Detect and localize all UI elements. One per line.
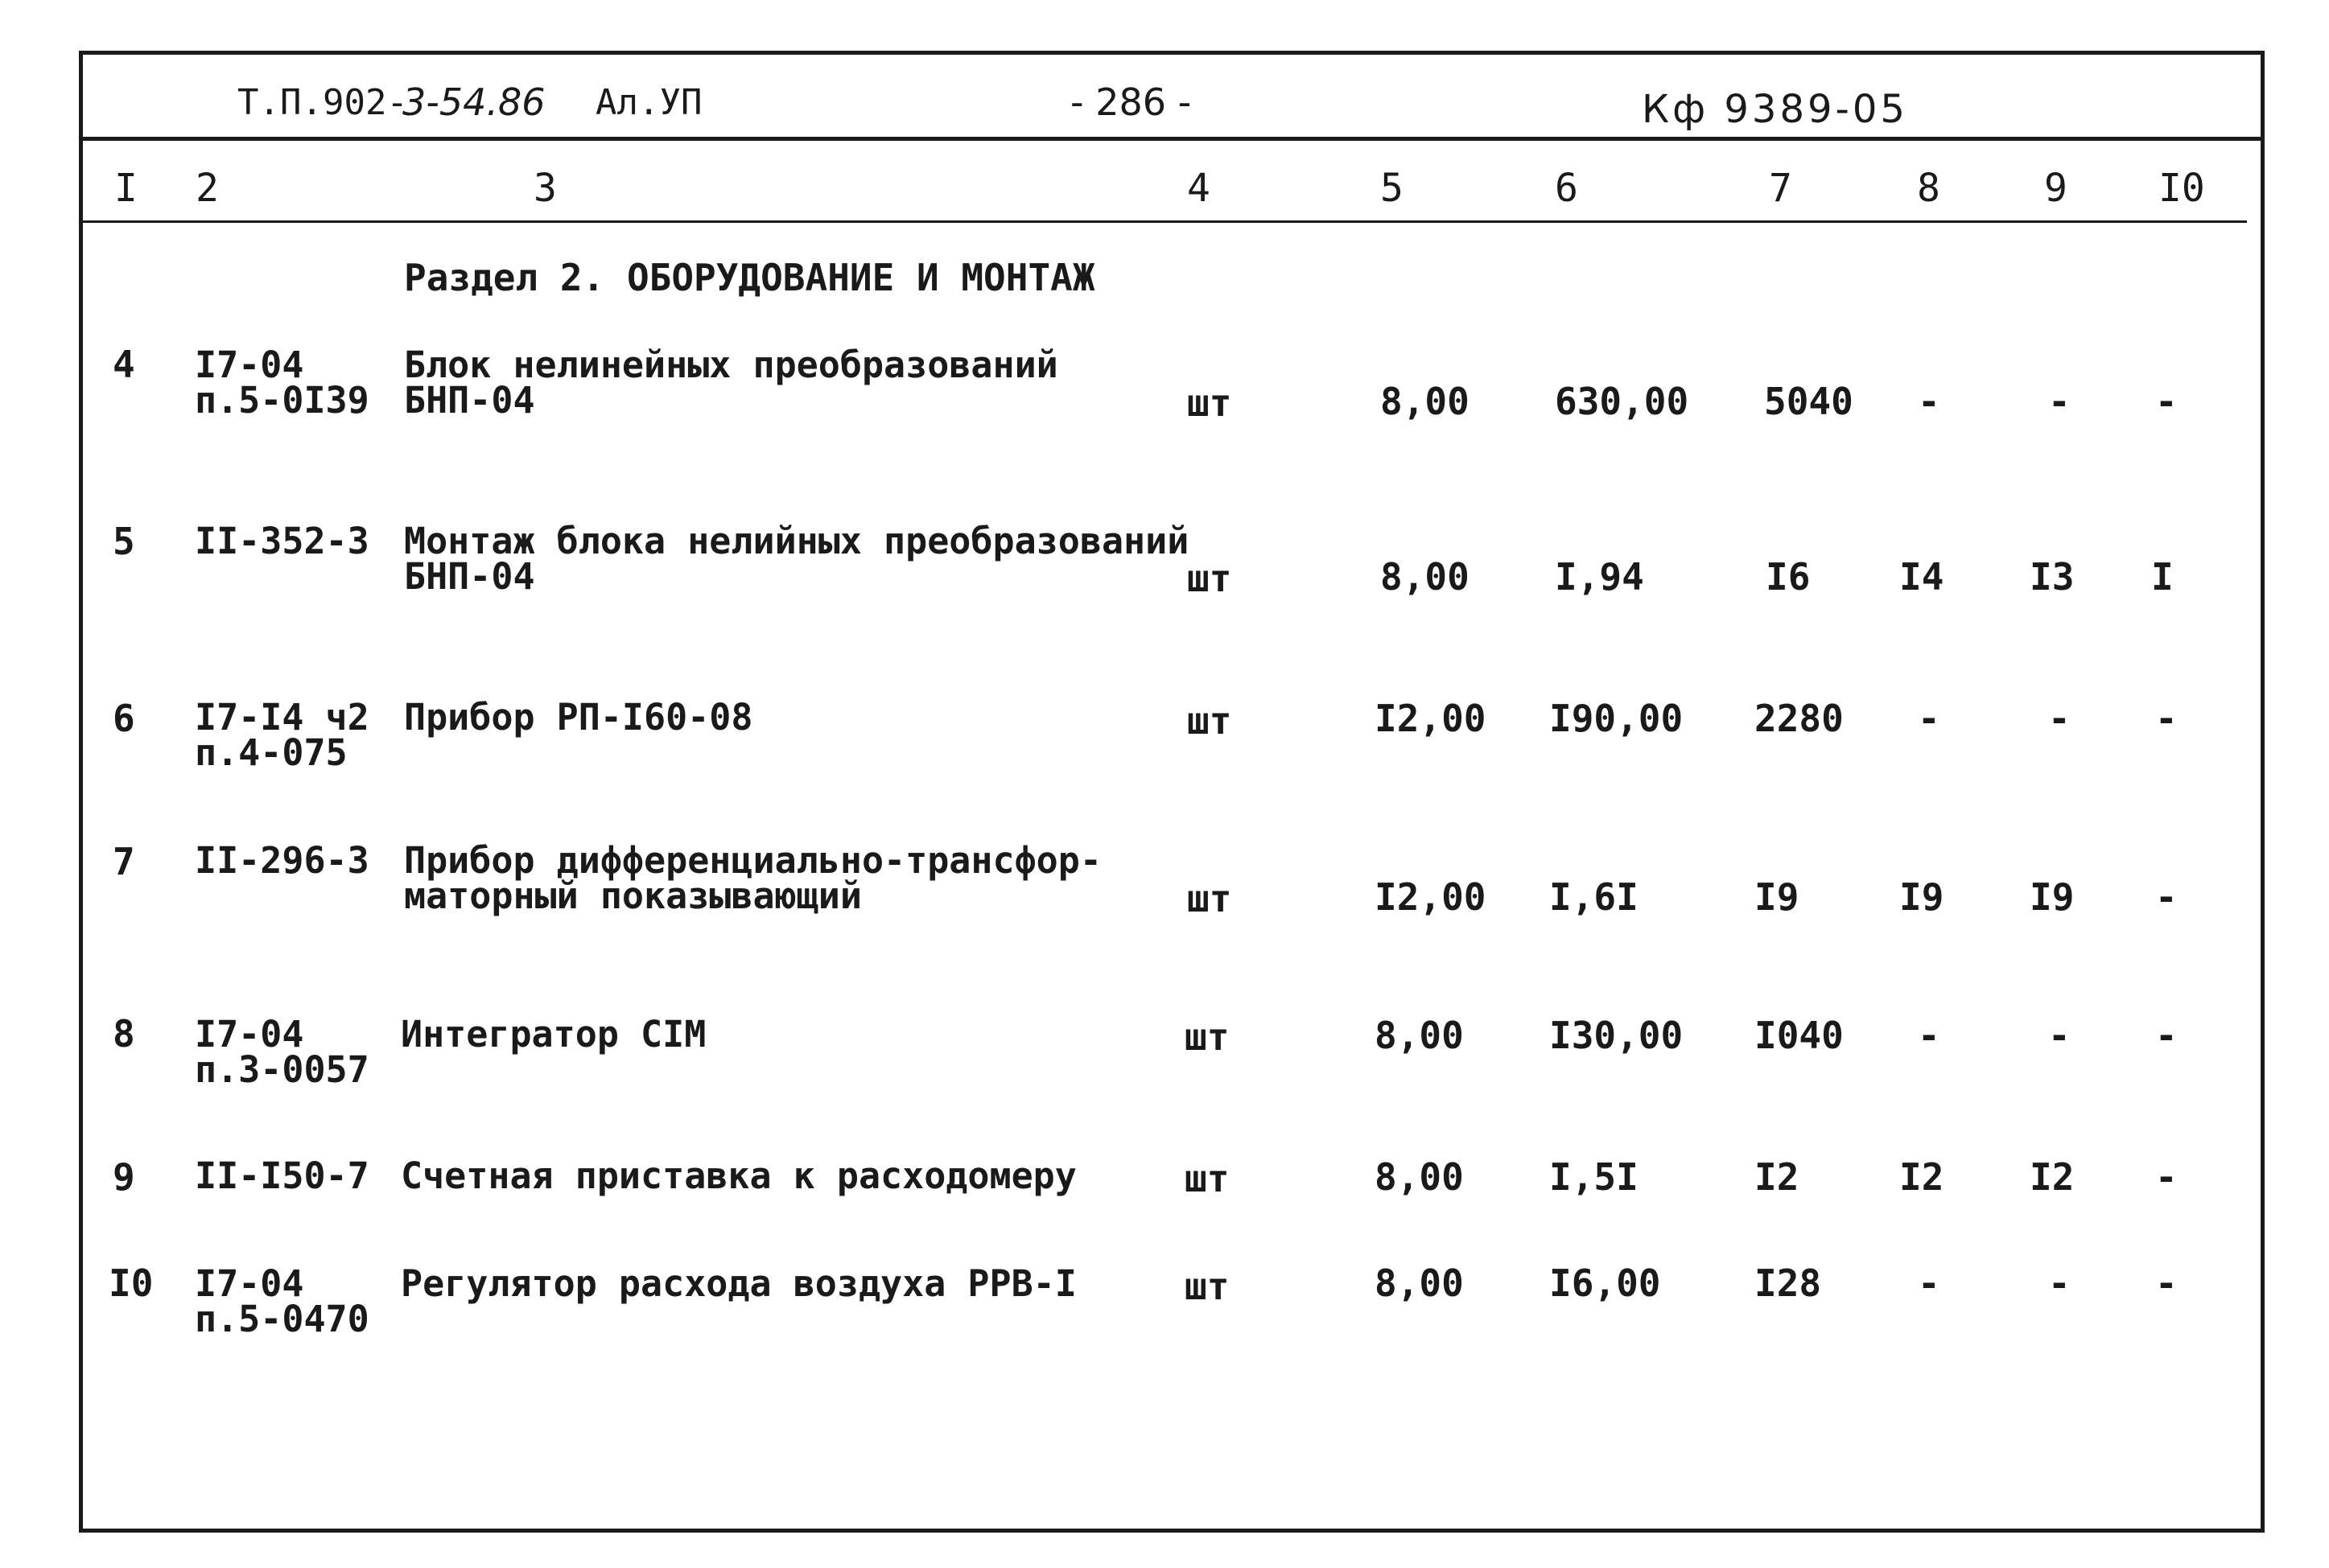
row-name: Прибор дифференциально-трансфор- маторный показывающий	[404, 839, 1102, 917]
row-qty: I2,00	[1375, 875, 1486, 919]
row-unit: шт	[1185, 1157, 1230, 1200]
row-name: Регулятор расхода воздуха РРВ-I	[401, 1262, 1077, 1305]
stamp-code: Кф 9389-05	[1642, 87, 1908, 132]
row-total: 2280	[1754, 697, 1844, 740]
row-col10: I	[2151, 555, 2174, 599]
row-name: Блок нелинейных преобразований БНП-04	[404, 344, 1058, 422]
row-code: I7-04 п.3-0057	[195, 1013, 369, 1091]
row-unit: шт	[1187, 381, 1232, 425]
row-code: II-296-3	[195, 839, 369, 882]
row-col10: -	[2155, 1155, 2178, 1199]
column-number: I	[114, 166, 138, 211]
row-qty: 8,00	[1380, 555, 1470, 599]
row-col8: I4	[1899, 555, 1944, 599]
row-unit: шт	[1187, 557, 1232, 600]
row-code: I7-04 п.5-0470	[195, 1262, 369, 1340]
row-number: 5	[113, 520, 135, 563]
row-total: I2	[1754, 1155, 1799, 1199]
row-col9: I2	[2030, 1155, 2075, 1199]
column-number: 2	[196, 166, 219, 211]
row-qty: 8,00	[1380, 380, 1470, 423]
row-price: I,6I	[1549, 875, 1639, 919]
doc-code-prefix: Т.П.902-	[237, 82, 408, 123]
row-col9: -	[2048, 1261, 2071, 1305]
row-qty: 8,00	[1375, 1014, 1464, 1057]
row-col10: -	[2155, 697, 2178, 740]
row-col10: -	[2155, 1261, 2178, 1305]
row-col8: -	[1918, 1014, 1940, 1057]
column-number: I0	[2158, 166, 2205, 211]
row-total: 5040	[1764, 380, 1853, 423]
row-price: I6,00	[1549, 1261, 1661, 1305]
row-number: 7	[113, 840, 135, 883]
row-col9: -	[2048, 697, 2071, 740]
column-number: 9	[2044, 166, 2067, 211]
row-code: I7-I4 ч2 п.4-075	[195, 696, 369, 774]
row-price: I30,00	[1549, 1014, 1684, 1057]
row-unit: шт	[1187, 699, 1232, 743]
row-code: II-352-3	[195, 520, 369, 562]
row-name: Прибор РП-I60-08	[404, 696, 753, 739]
row-price: I90,00	[1549, 697, 1684, 740]
row-col8: I2	[1899, 1155, 1944, 1199]
row-code: II-I50-7	[195, 1154, 369, 1197]
row-col9: -	[2048, 380, 2071, 423]
row-col10: -	[2155, 1014, 2178, 1057]
column-number: 3	[534, 166, 557, 211]
column-number: 4	[1187, 166, 1210, 211]
row-total: I9	[1754, 875, 1799, 919]
row-number: 9	[113, 1155, 135, 1199]
row-total: I040	[1754, 1014, 1844, 1057]
page-number: - 286 -	[1070, 80, 1192, 124]
row-col8: -	[1918, 1261, 1940, 1305]
column-number: 8	[1917, 166, 1940, 211]
row-qty: 8,00	[1375, 1261, 1464, 1305]
row-name: Монтаж блока нелийных преобразований БНП-04	[404, 520, 1189, 598]
row-col10: -	[2155, 875, 2178, 919]
row-total: I6	[1766, 555, 1811, 599]
row-unit: шт	[1185, 1015, 1230, 1059]
row-col8: -	[1918, 697, 1940, 740]
row-unit: шт	[1185, 1265, 1230, 1308]
header-divider	[79, 137, 2265, 141]
row-qty: 8,00	[1375, 1155, 1464, 1199]
row-col8: I9	[1899, 875, 1944, 919]
row-name: Интегратор СIМ	[401, 1013, 707, 1056]
row-col8: -	[1918, 380, 1940, 423]
column-number: 6	[1555, 166, 1578, 211]
row-col9: -	[2048, 1014, 2071, 1057]
doc-code-handwritten: 3-54.86	[402, 80, 546, 124]
row-code: I7-04 п.5-0I39	[195, 344, 369, 422]
doc-code-suffix: Ал.УП	[596, 82, 703, 123]
row-number: 6	[113, 697, 135, 740]
row-price: I,94	[1555, 555, 1644, 599]
row-total: I28	[1754, 1261, 1822, 1305]
section-title: Раздел 2. ОБОРУДОВАНИЕ И МОНТАЖ	[404, 256, 1095, 299]
row-number: 8	[113, 1012, 135, 1056]
row-qty: I2,00	[1375, 697, 1486, 740]
row-number: 4	[113, 343, 135, 386]
row-number: I0	[109, 1261, 154, 1305]
row-unit: шт	[1187, 877, 1232, 920]
column-header-divider	[82, 220, 2247, 223]
row-price: I,5I	[1549, 1155, 1639, 1199]
column-number: 7	[1769, 166, 1792, 211]
row-col9: I3	[2030, 555, 2075, 599]
row-col9: I9	[2030, 875, 2075, 919]
row-name: Счетная приставка к расходомеру	[401, 1154, 1077, 1197]
row-price: 630,00	[1555, 380, 1689, 423]
row-col10: -	[2155, 380, 2178, 423]
column-number: 5	[1380, 166, 1404, 211]
